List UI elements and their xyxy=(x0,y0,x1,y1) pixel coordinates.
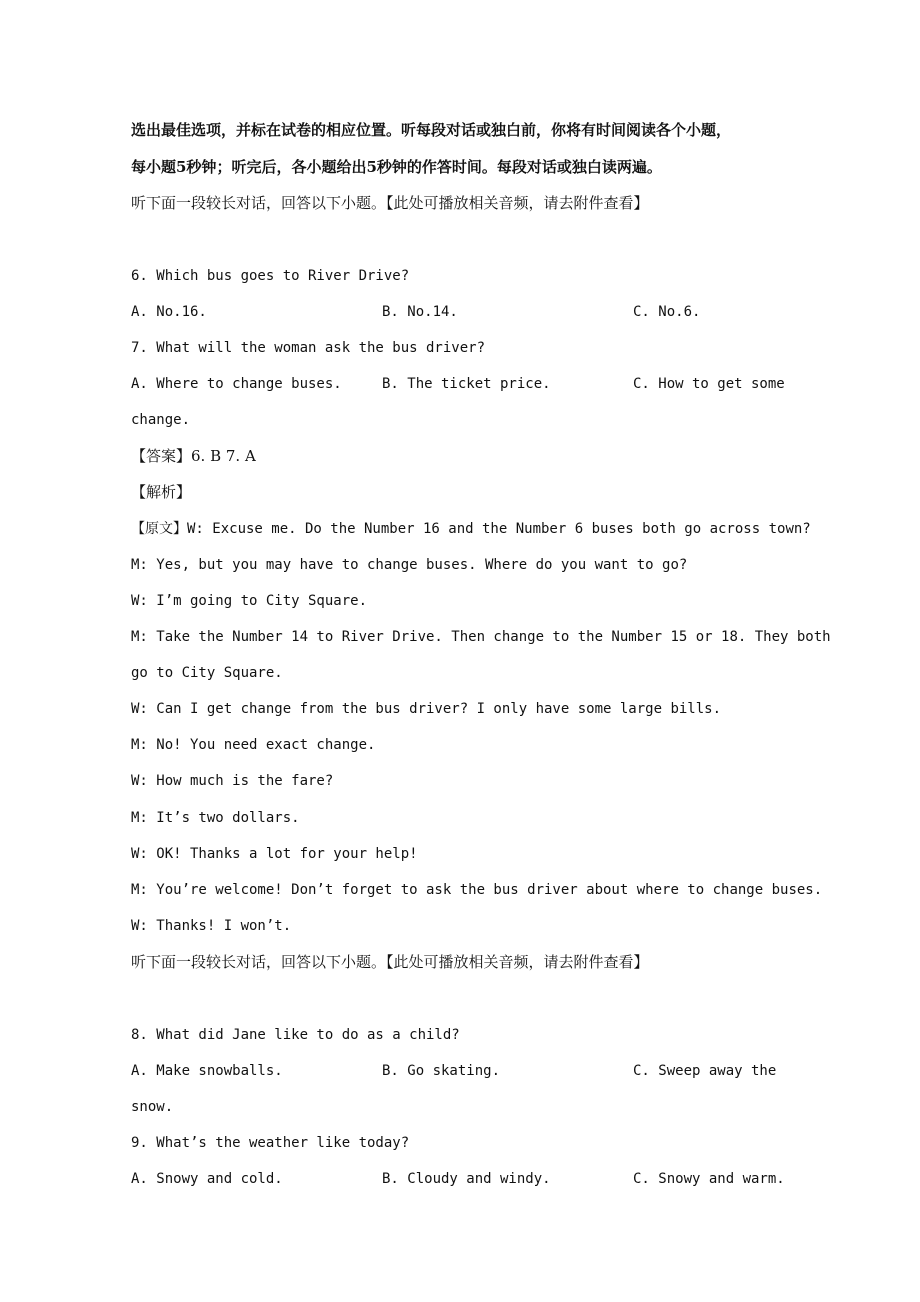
transcript-line: M: No! You need exact change. xyxy=(131,737,376,753)
q8-option-a: A. Make snowballs. xyxy=(131,1063,283,1079)
q8-option-c: C. Sweep away the xyxy=(633,1063,777,1079)
analysis-heading: 【解析】 xyxy=(131,483,192,501)
q6-option-c: C. No.6. xyxy=(633,304,701,320)
transcript-line: W: I’m going to City Square. xyxy=(131,593,368,609)
q8-option-b: B. Go skating. xyxy=(382,1063,501,1079)
instruction-line-2: 每小题5秒钟；听完后，各小题给出5秒钟的作答时间。每段对话或独白读两遍。 xyxy=(131,158,662,176)
question-6: 6. Which bus goes to River Drive? xyxy=(131,268,410,284)
transcript-line: go to City Square. xyxy=(131,665,283,681)
transcript-line: W: How much is the fare? xyxy=(131,773,334,789)
instruction-line-1: 选出最佳选项，并标在试卷的相应位置。听每段对话或独白前，你将有时间阅读各个小题， xyxy=(131,121,732,139)
question-9: 9. What’s the weather like today? xyxy=(131,1135,410,1151)
q9-option-c: C. Snowy and warm. xyxy=(633,1171,785,1187)
transcript-line: W: Thanks! I won’t. xyxy=(131,918,292,934)
transcript-line: M: Take the Number 14 to River Drive. Then change to the Number 15 or 18. They both xyxy=(131,629,831,645)
q8-option-c-continued: snow. xyxy=(131,1099,174,1115)
q7-option-a: A. Where to change buses. xyxy=(131,376,342,392)
question-7: 7. What will the woman ask the bus driver? xyxy=(131,340,486,356)
q6-option-b: B. No.14. xyxy=(382,304,458,320)
section-intro: 听下面一段较长对话，回答以下小题。【此处可播放相关音频，请去附件查看】 xyxy=(131,953,649,971)
q9-option-a: A. Snowy and cold. xyxy=(131,1171,283,1187)
transcript-line: M: You’re welcome! Don’t forget to ask the bus driver about where to change buses. xyxy=(131,882,823,898)
q7-option-c-continued: change. xyxy=(131,412,191,428)
section-intro: 听下面一段较长对话，回答以下小题。【此处可播放相关音频，请去附件查看】 xyxy=(131,194,649,212)
transcript-line: M: It’s two dollars. xyxy=(131,810,300,826)
q7-option-b: B. The ticket price. xyxy=(382,376,551,392)
question-8: 8. What did Jane like to do as a child? xyxy=(131,1027,460,1043)
transcript-line: W: Can I get change from the bus driver? I only have some large bills. xyxy=(131,701,722,717)
q6-option-a: A. No.16. xyxy=(131,304,207,320)
transcript-line: M: Yes, but you may have to change buses. Where do you want to go? xyxy=(131,557,688,573)
q9-option-b: B. Cloudy and windy. xyxy=(382,1171,551,1187)
answer-line: 【答案】6. B 7. A xyxy=(131,447,256,465)
transcript-line: 【原文】W: Excuse me. Do the Number 16 and the Number 6 buses both go across town? xyxy=(131,521,811,537)
q7-option-c: C. How to get some xyxy=(633,376,785,392)
transcript-line: W: OK! Thanks a lot for your help! xyxy=(131,846,418,862)
